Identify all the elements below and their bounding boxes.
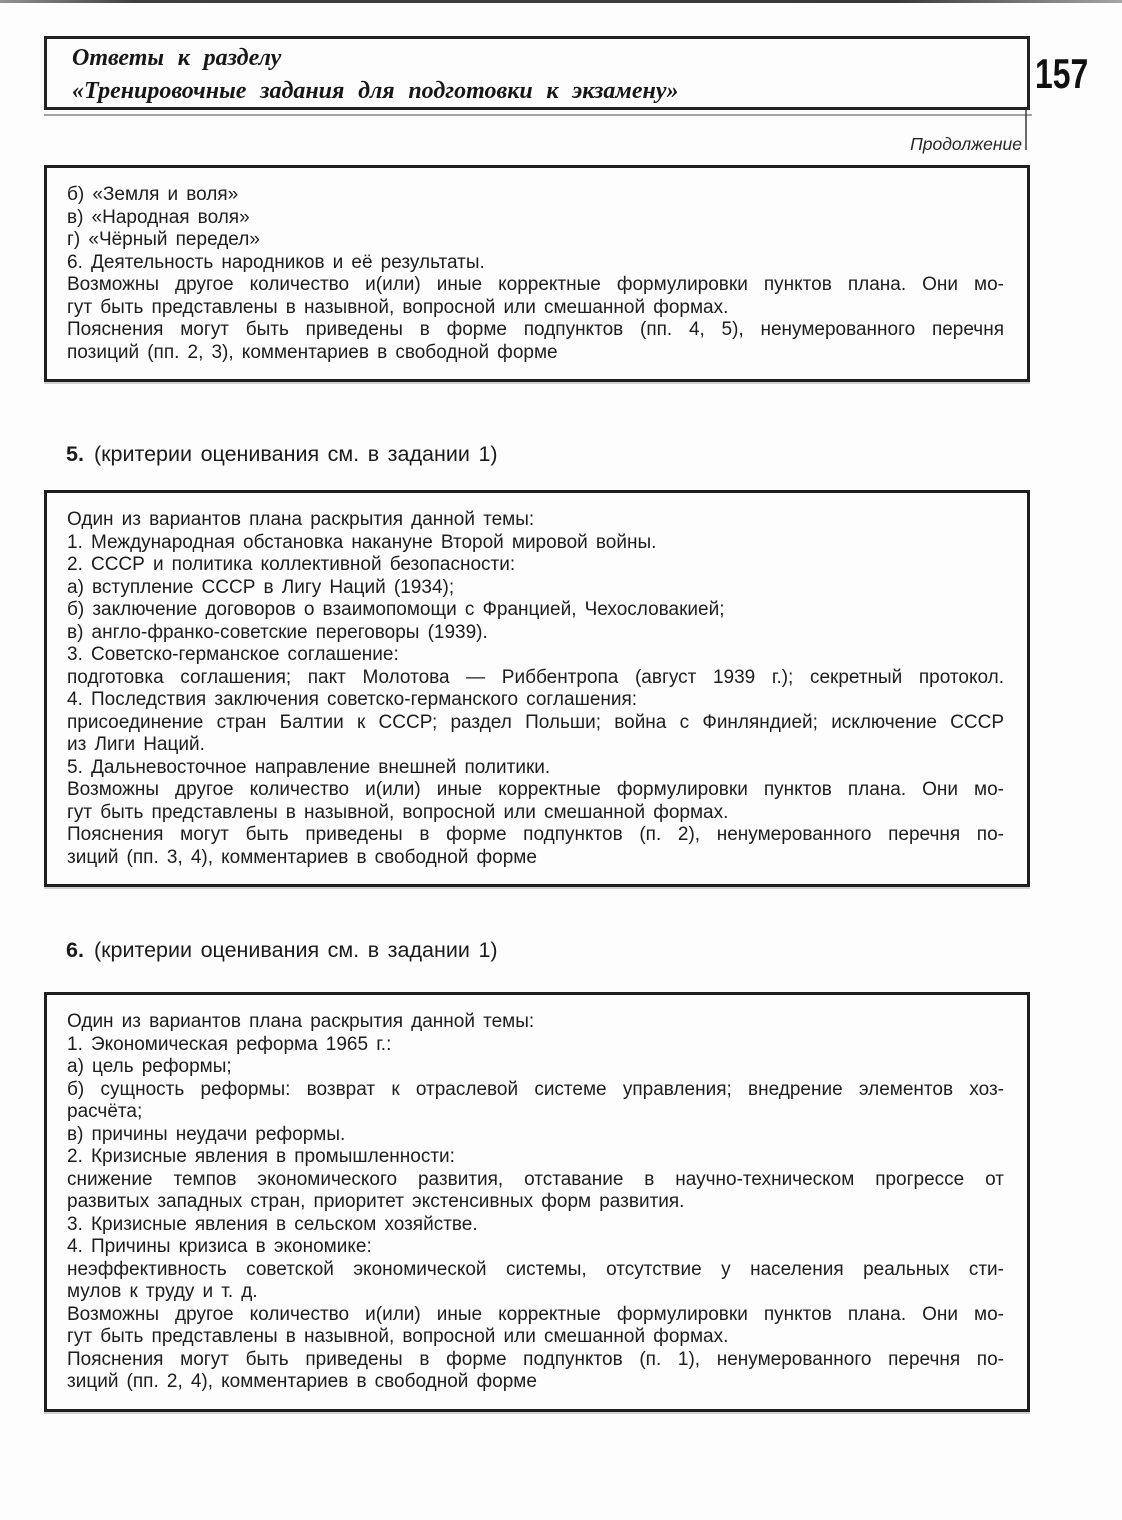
text-line: Пояснения могут быть приведены в форме подпунктов (п. 1), ненумерованного перечня по- (67, 1348, 1004, 1370)
text-line: Один из вариантов плана раскрытия данной темы: (67, 1011, 535, 1032)
text-line: позиций (пп. 2, 3), комментариев в свободной форме (67, 341, 558, 363)
text-line: Пояснения могут быть приведены в форме подпунктов (п. 2), ненумерованного перечня по- (67, 824, 1004, 845)
text-line: 4. Последствия заключения советско-германского соглашения: (67, 689, 638, 710)
task-5-title: (критерии оценивания см. в задании 1) (93, 442, 498, 466)
text-line: 1. Экономическая реформа 1965 г.: (67, 1033, 392, 1055)
text-line: в) англо-франко-советские переговоры (1939). (67, 621, 488, 643)
text-line: Возможны другое количество и(или) иные корректные формулировки пунктов плана. Они мо- (67, 1303, 1004, 1325)
table-frame-line (1025, 110, 1027, 150)
task-6-number: 6. (66, 938, 84, 962)
text-line: б) сущность реформы: возврат к отраслевой системе управления; внедрение элементов хоз- (67, 1078, 1004, 1100)
text-line: подготовка соглашения; пакт Молотова — Риббентропа (август 1939 г.); секретный протокол. (67, 666, 1004, 688)
text-line: из Лиги Наций. (67, 734, 205, 755)
text-line: г) «Чёрный передел» (67, 229, 260, 250)
text-line: б) «Земля и воля» (67, 184, 239, 205)
text-line: гут быть представлены в назывной, вопросной или смешанной формах. (67, 801, 729, 823)
text-line: 2. СССР и политика коллективной безопасности: (67, 554, 516, 575)
section-header-line-1: Ответы к разделу (72, 45, 282, 71)
text-line: мулов к труду и т. д. (67, 1281, 258, 1302)
section-header-box (44, 36, 1030, 110)
text-line: а) цель реформы; (67, 1056, 232, 1077)
text-line: развитых западных стран, приоритет экстенсивных форм развития. (67, 1191, 685, 1212)
text-line: 1. Международная обстановка накануне Второй мировой войны. (67, 531, 657, 553)
text-line: зиций (пп. 3, 4), комментариев в свободной форме (67, 846, 537, 868)
text-line: гут быть представлены в назывной, вопросной или смешанной формах. (67, 296, 729, 318)
task-6-title: (критерии оценивания см. в задании 1) (93, 938, 498, 962)
task-6-heading (66, 937, 498, 964)
text-line: расчёта; (67, 1101, 143, 1122)
text-line: присоединение стран Балтии к СССР; раздел Польши; война с Финляндией; исключение СССР (67, 711, 1004, 733)
text-line: неэффективность советской экономической системы, отсутствие у населения реальных сти- (67, 1258, 1004, 1280)
text-line: Возможны другое количество и(или) иные корректные формулировки пунктов плана. Они мо- (67, 274, 1004, 295)
text-line: в) причины неудачи реформы. (67, 1123, 346, 1145)
text-line: зиций (пп. 2, 4), комментариев в свободной форме (67, 1371, 537, 1392)
text-line: Пояснения могут быть приведены в форме подпунктов (пп. 4, 5), ненумерованного перечня (67, 319, 1004, 340)
text-line: 3. Советско-германское соглашение: (67, 644, 399, 665)
text-line: а) вступление СССР в Лигу Наций (1934); (67, 576, 455, 598)
text-line: Возможны другое количество и(или) иные корректные формулировки пунктов плана. Они мо- (67, 779, 1004, 800)
text-line: 5. Дальневосточное направление внешней политики. (67, 756, 551, 778)
header-rule-line (44, 114, 1032, 116)
text-line: б) заключение договоров о взаимопомощи с Францией, Чехословакией; (67, 599, 725, 620)
text-line: 3. Кризисные явления в сельском хозяйстве. (67, 1213, 478, 1235)
text-line: снижение темпов экономического развития, отставание в научно-техническом прогрессе от (67, 1168, 1004, 1190)
section-header-line-2: «Тренировочные задания для подготовки к экзамену» (72, 78, 679, 104)
answer-box-task-6 (44, 992, 1030, 1412)
text-line: 4. Причины кризиса в экономике: (67, 1236, 372, 1257)
page-number: 157 (1035, 50, 1089, 97)
text-line: 2. Кризисные явления в промышленности: (67, 1146, 455, 1167)
answer-box-continued (44, 165, 1030, 382)
text-line: Один из вариантов плана раскрытия данной темы: (67, 509, 535, 530)
scan-edge-artifact (0, 0, 1122, 3)
continuation-label: Продолжение (910, 134, 1022, 154)
answer-box-task-5 (44, 490, 1030, 887)
text-line: в) «Народная воля» (67, 206, 250, 228)
task-5-number: 5. (66, 442, 84, 466)
text-line: 6. Деятельность народников и её результаты. (67, 251, 485, 273)
text-line: гут быть представлены в назывной, вопросной или смешанной формах. (67, 1326, 729, 1347)
task-5-heading (66, 441, 498, 468)
